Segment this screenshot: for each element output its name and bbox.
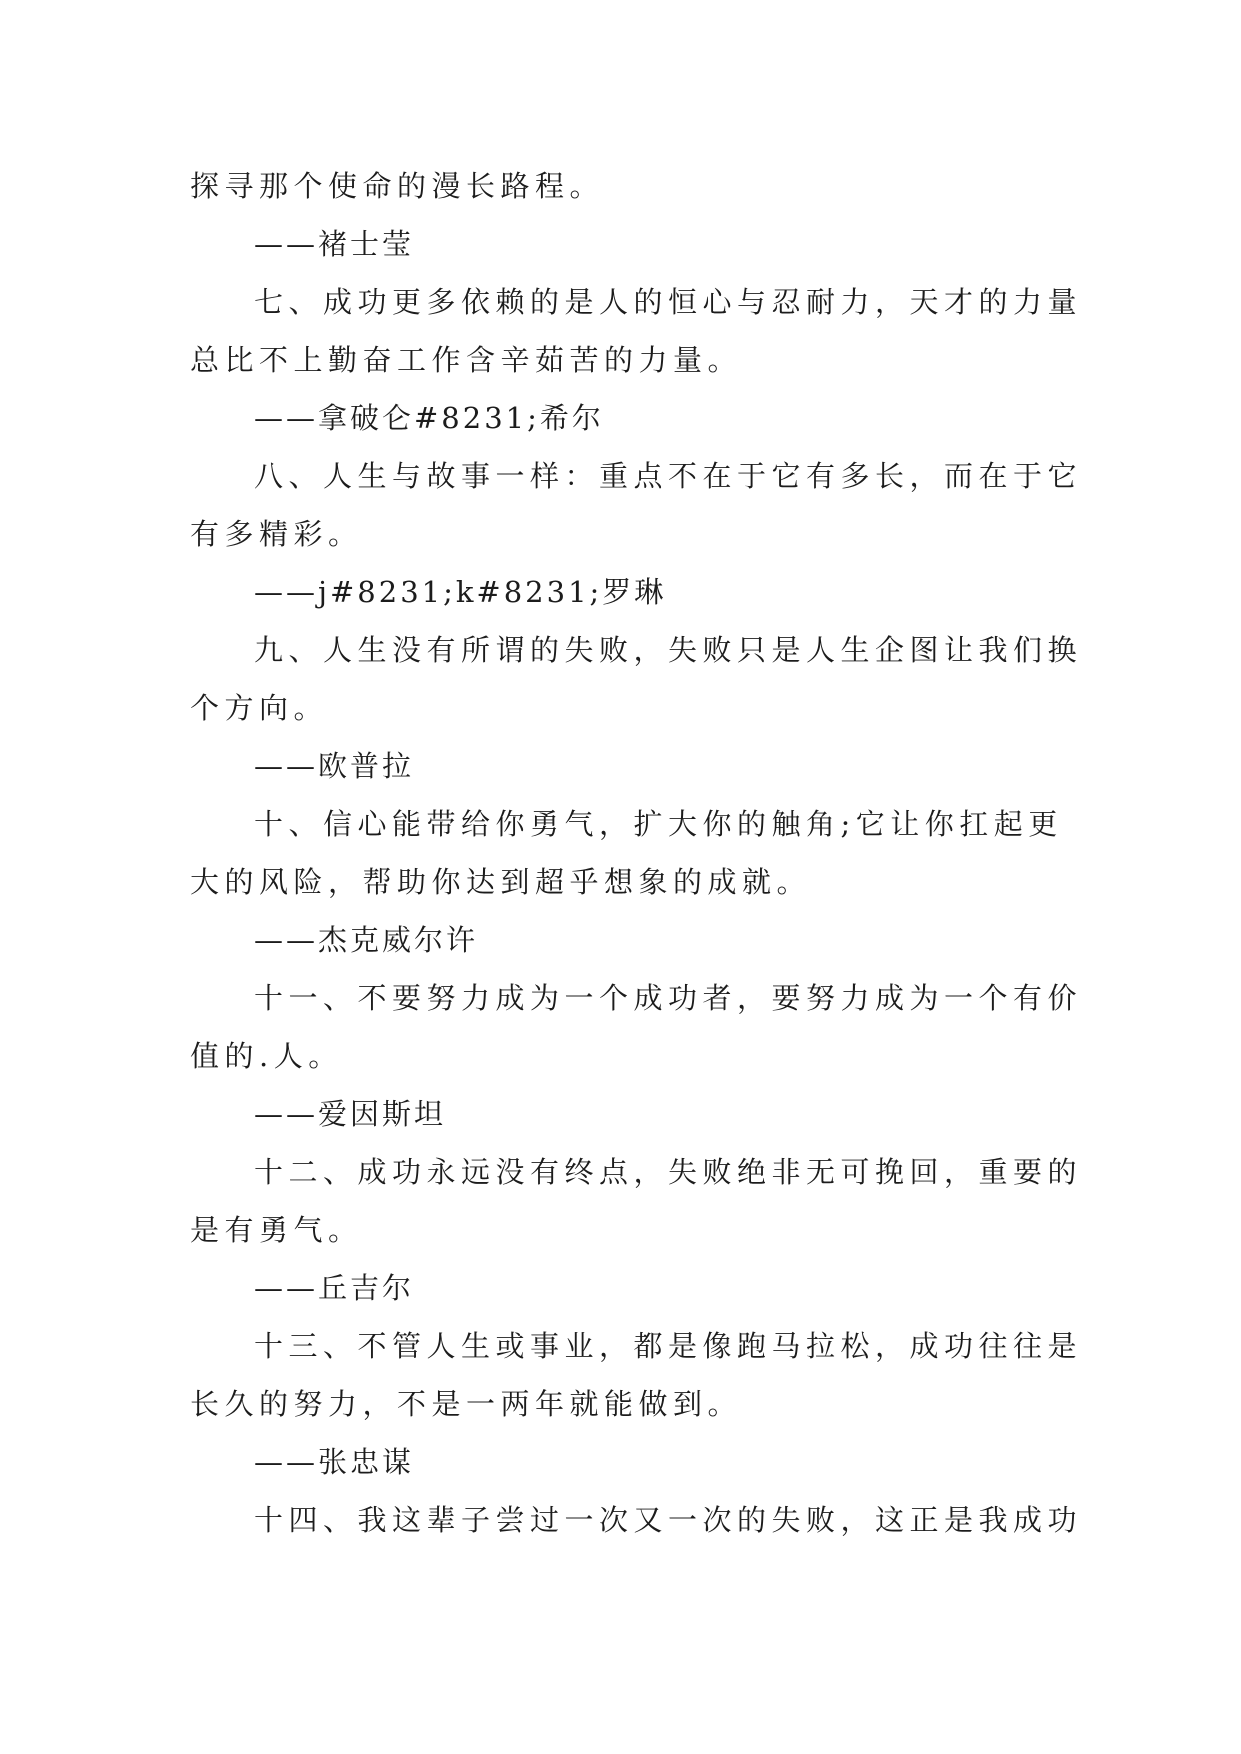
text-line: 探寻那个使命的漫长路程。: [190, 169, 605, 203]
quote-text-line: 十一、不要努力成为一个成功者，要努力成为一个有价: [254, 981, 1083, 1015]
text-line: 有多精彩。: [190, 517, 363, 551]
quote-attribution: ——杰克威尔许: [254, 923, 479, 957]
quote-attribution: ——欧普拉: [254, 749, 415, 783]
text-line: 大的风险，帮助你达到超乎想象的成就。: [190, 865, 812, 899]
text-line: 个方向。: [190, 691, 329, 725]
quote-text-line: 十、信心能带给你勇气，扩大你的触角;它让你扛起更: [254, 807, 1063, 841]
quote-text-line: 十二、成功永远没有终点，失败绝非无可挽回，重要的: [254, 1155, 1083, 1189]
quote-attribution: ——丘吉尔: [254, 1271, 415, 1305]
quote-text-line: 十四、我这辈子尝过一次又一次的失败，这正是我成功: [254, 1503, 1083, 1537]
text-line: 值的.人。: [190, 1039, 343, 1073]
quote-text-line: 八、人生与故事一样：重点不在于它有多长，而在于它: [254, 459, 1083, 493]
quote-attribution: ——褚士莹: [254, 227, 415, 261]
text-line: 是有勇气。: [190, 1213, 363, 1247]
text-line: 总比不上勤奋工作含辛茹苦的力量。: [190, 343, 743, 377]
quote-attribution: ——拿破仑#8231;希尔: [254, 401, 604, 435]
quote-attribution: ——j#8231;k#8231;罗琳: [254, 575, 667, 609]
quote-attribution: ——爱因斯坦: [254, 1097, 447, 1131]
text-line: 长久的努力，不是一两年就能做到。: [190, 1387, 743, 1421]
quote-text-line: 十三、不管人生或事业，都是像跑马拉松，成功往往是: [254, 1329, 1083, 1363]
quote-text-line: 七、成功更多依赖的是人的恒心与忍耐力，天才的力量: [254, 285, 1083, 319]
quote-text-line: 九、人生没有所谓的失败，失败只是人生企图让我们换: [254, 633, 1083, 667]
quote-attribution: ——张忠谋: [254, 1445, 415, 1479]
document-body: [190, 157, 1083, 1549]
